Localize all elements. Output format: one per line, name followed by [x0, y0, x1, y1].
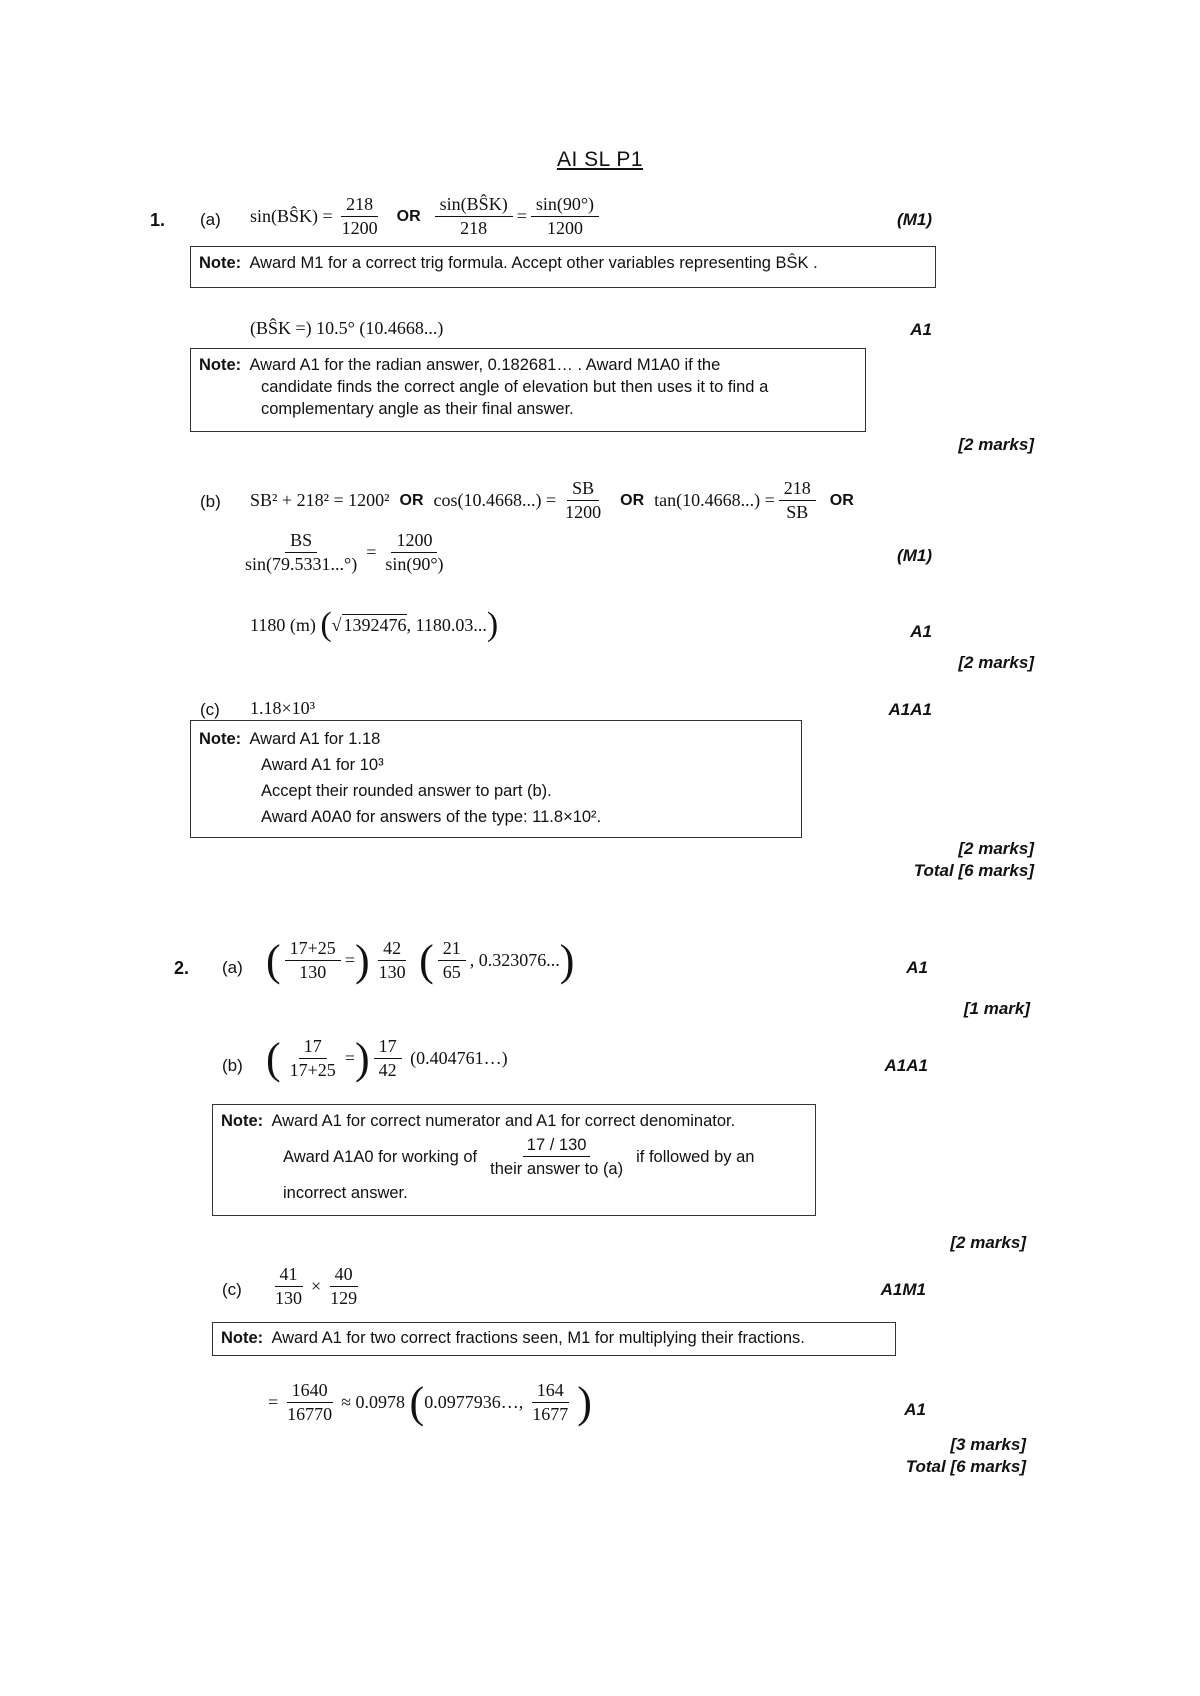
q2c-note-text: Award A1 for two correct fractions seen, M1 for multiplying their fractions.	[271, 1329, 805, 1347]
q1a-note-1	[190, 246, 936, 288]
q1b-answer-rest: , 1180.03...	[406, 614, 487, 635]
q1a-label: (a)	[200, 210, 221, 229]
q1b-fraction-bs: $\frac{BS}{\sin(79.5331...^\circ)}$	[245, 530, 358, 574]
q2c-result-fraction-1: $\frac{1640}{16770}$	[287, 1380, 333, 1424]
q2c-label: (c)	[222, 1280, 242, 1299]
q2c-mark-2: A1	[904, 1400, 926, 1419]
note-label: Note:	[199, 356, 242, 374]
q2a-mark: A1	[906, 958, 928, 977]
note-label: Note:	[221, 1329, 264, 1347]
q1a-note-1-text: Award M1 for a correct trig formula. Accept other variables representing BŜK .	[249, 254, 818, 272]
q1b-total: [2 marks]	[958, 653, 1034, 672]
q2c-result-approx: ≈ 0.0978	[341, 1392, 406, 1412]
q1b-mark-m1: (M1)	[897, 546, 932, 565]
q2c-times: ×	[311, 1276, 322, 1296]
q1a-mark-m1: (M1)	[897, 210, 932, 229]
q1c-note-line-3: Accept their rounded answer to part (b).	[261, 782, 552, 800]
q1c-mark: A1A1	[888, 700, 932, 719]
q1b-answer: 1180 (m) ( √ 1392476 , 1180.03... )	[250, 606, 499, 643]
q1b-answer-main: 1180 (m)	[250, 614, 316, 635]
question-1-number: 1.	[150, 210, 166, 230]
q1a-note-2-line-2: candidate finds the correct angle of elevation but then uses it to find a	[261, 378, 769, 396]
q2c-result-decimal: 0.0977936…,	[424, 1392, 524, 1412]
q2c-fraction-1: $\frac{41}{130}$	[275, 1264, 302, 1308]
q2b-note	[212, 1104, 816, 1216]
q1b-label: (b)	[200, 492, 221, 511]
q2c-mark-1: A1M1	[880, 1280, 926, 1299]
q2c-note	[212, 1322, 896, 1356]
q1c-total: [2 marks]	[958, 839, 1034, 858]
q2b-fraction-2: $\frac{17}{42}$	[374, 1036, 402, 1081]
q1a-mark-a1: A1	[910, 320, 932, 339]
q1a-fraction-1: $\frac{218}{1200}$	[341, 194, 378, 238]
q2c-equation	[266, 1264, 366, 1309]
q2b-note-line-2	[221, 1134, 807, 1180]
q2c-fraction-2: $\frac{40}{129}$	[330, 1264, 358, 1308]
q1a-note-2	[190, 348, 866, 432]
note-label: Note:	[199, 730, 242, 748]
q1b-or-3: OR	[829, 491, 854, 509]
q2a-equals: =	[344, 950, 355, 970]
q2a-label: (a)	[222, 958, 243, 977]
q2c-result-equals: =	[268, 1392, 279, 1412]
q2b-fraction-1: $\frac{17}{17+25}$	[289, 1036, 336, 1080]
note-label: Note:	[199, 254, 242, 272]
q1b-or-1: OR	[399, 491, 424, 509]
q1b-or-2: OR	[620, 491, 645, 509]
q1-grand-total: Total [6 marks]	[913, 861, 1034, 880]
q1c-answer: 1.18×10³	[250, 698, 316, 718]
q2b-equals: =	[344, 1048, 355, 1068]
q1c-note	[190, 720, 802, 838]
q2b-note-line-3: incorrect answer.	[283, 1184, 408, 1202]
q1b-fraction-cos: $\frac{SB}{1200}$	[565, 478, 602, 522]
q2b-total: [2 marks]	[950, 1233, 1026, 1252]
q1b-fraction-tan: $\frac{218}{SB}$	[779, 478, 816, 523]
q1a-equals: =	[516, 206, 527, 226]
q1b-fraction-1200: $\frac{1200}{\sin(90^\circ)}$	[385, 530, 444, 574]
q1b-equals: =	[366, 542, 377, 562]
q2b-mark: A1A1	[884, 1056, 928, 1075]
q1a-note-2-line-1: Award A1 for the radian answer, 0.182681… . Award M1A0 if the	[249, 356, 721, 374]
q2a-decimal: , 0.323076...	[469, 950, 560, 970]
q2-grand-total: Total [6 marks]	[905, 1457, 1026, 1476]
q2a-fraction-2: $\frac{42}{130}$	[378, 938, 406, 982]
q1c-label: (c)	[200, 700, 220, 719]
q2b-note-line-2-post: if followed by an	[636, 1148, 755, 1166]
q1a-note-2-line-3: complementary angle as their final answer.	[261, 400, 574, 418]
q1c-note-line-2: Award A1 for 10³	[261, 756, 384, 774]
q1a-eq-left: sin(BŜK) =	[250, 206, 333, 226]
q1a-answer: (BŜK =) 10.5° (10.4668...)	[250, 318, 444, 338]
q1a-fraction-2: $\frac{\text{sin(BŜK)}}{218}$	[435, 194, 513, 239]
q2a-total: [1 mark]	[963, 999, 1030, 1018]
q1a-total: [2 marks]	[958, 435, 1034, 454]
q1b-eq-2-left: cos(10.4668...) =	[433, 490, 557, 510]
note-label: Note:	[221, 1112, 264, 1130]
q1b-eq-1: SB² + 218² = 1200²	[250, 490, 390, 510]
q2b-decimal: (0.404761…)	[410, 1048, 508, 1068]
q1b-answer-sqrt: 1392476	[343, 615, 407, 635]
q2b-note-line-2-pre: Award A1A0 for working of	[283, 1148, 478, 1166]
q2c-total: [3 marks]	[950, 1435, 1026, 1454]
q2b-note-fraction: $\frac{17 / 130}{\text{their answer to (a)}}$	[490, 1136, 624, 1178]
q1a-equation	[250, 194, 603, 239]
q2b-note-line-1: Award A1 for correct numerator and A1 for correct denominator.	[271, 1112, 736, 1130]
q1b-equation-row-1	[250, 478, 864, 523]
q1a-fraction-3: $\frac{\sin(90^\circ)}{1200}$	[531, 194, 599, 239]
q1c-note-line-4: Award A0A0 for answers of the type: 11.8×10².	[261, 808, 602, 826]
q1b-eq-3-left: tan(10.4668...) =	[654, 490, 775, 510]
q1b-equation-row-2	[236, 530, 453, 575]
q1b-mark-a1: A1	[910, 622, 932, 641]
q1c-note-line-1: Award A1 for 1.18	[249, 730, 381, 748]
question-2-number: 2.	[174, 958, 190, 978]
q2a-fraction-3: $\frac{21}{65}$	[438, 938, 466, 983]
q2c-result: = $\frac{1640}{16770}$ ≈ 0.0978 ( 0.0977936…, $\frac{164}{1677}$ )	[268, 1377, 592, 1427]
page-title: AI SL P1	[556, 148, 644, 171]
q2b-equation: ( $\frac{17}{17+25}$ = ) $\frac{17}{42}$ (0.404761…)	[266, 1033, 508, 1083]
q2c-result-fraction-2: $\frac{164}{1677}$	[532, 1380, 569, 1424]
q2a-fraction-1: $\frac{17+25}{130}$	[285, 938, 341, 983]
q1a-or: OR	[396, 207, 421, 225]
q2a-equation: ( $\frac{17+25}{130}$ = ) $\frac{42}{130}$ ( $\frac{21}{65}$ , 0.323076... )	[266, 935, 575, 985]
q2b-label: (b)	[222, 1056, 243, 1075]
